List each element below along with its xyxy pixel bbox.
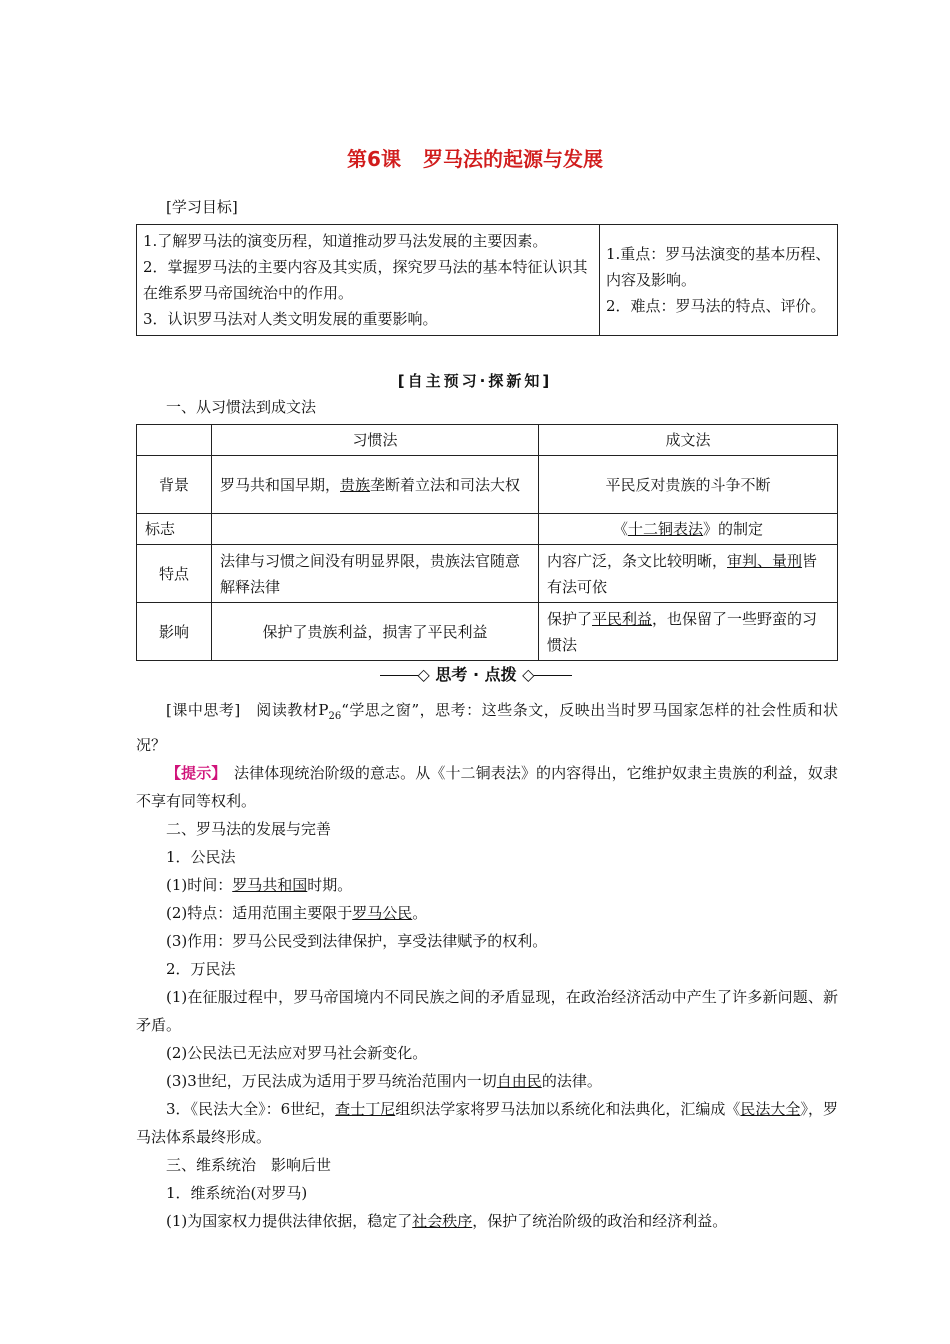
list-item: (3)作用：罗马公民受到法律保护，享受法律赋予的权利。 xyxy=(166,932,548,950)
table-cell xyxy=(212,514,539,545)
row-header: 背景 xyxy=(137,456,212,514)
think-heading: ◇ 思考 · 点拨 ◇ xyxy=(316,662,636,685)
list-item: 3．《民法大全》：6世纪，查士丁尼组织法学家将罗马法加以系统化和法典化，汇编成《民法大全》，罗马法体系最终形成。 xyxy=(136,1100,838,1146)
goal-difficulty: 2．难点：罗马法的特点、评价。 xyxy=(606,297,826,315)
goals-right xyxy=(600,225,838,336)
table-cell: 法律与习惯之间没有明显界限，贵族法官随意解释法律 xyxy=(212,545,539,603)
section-heading: 一、从习惯法到成文法 xyxy=(166,398,317,416)
think-question: [课中思考] 阅读教材$P_{26}“$学思之窗”，思考：这些条文，反映出当时罗马国家怎样的社会性质和状况？ xyxy=(136,701,838,754)
table-cell: 内容广泛，条文比较明晰，审判、量刑皆有法可依 xyxy=(539,545,838,603)
think-answer: 【提示】 法律体现统治阶级的意志。从《十二铜表法》的内容得出，它维护奴隶主贵族的利益，奴隶不享有同等权利。 xyxy=(136,764,838,810)
subheading: 2．万民法 xyxy=(166,960,236,978)
table-cell: 保护了平民利益，也保留了一些野蛮的习惯法 xyxy=(539,603,838,661)
section-heading: 二、罗马法的发展与完善 xyxy=(166,820,332,838)
goals-left xyxy=(137,225,600,336)
row-header: 标志 xyxy=(137,514,212,545)
goals-label: [学习目标] xyxy=(166,198,238,216)
table-row xyxy=(137,425,838,456)
section-banner: [自主预习·探新知] xyxy=(397,372,553,390)
row-header: 特点 xyxy=(137,545,212,603)
table-header: 成文法 xyxy=(539,425,838,456)
list-item: (1)为国家权力提供法律依据，稳定了社会秩序，保护了统治阶级的政治和经济利益。 xyxy=(166,1212,728,1230)
goals-table xyxy=(136,224,838,336)
lesson-body xyxy=(136,696,838,1235)
list-item: (2)公民法已无法应对罗马社会新变化。 xyxy=(166,1044,428,1062)
table-row xyxy=(137,514,838,545)
goal-item: 1.了解罗马法的演变历程，知道推动罗马法发展的主要因素。 xyxy=(143,232,548,250)
subheading: 1．公民法 xyxy=(166,848,236,866)
goal-item: 3．认识罗马法对人类文明发展的重要影响。 xyxy=(143,310,438,328)
table-cell: 罗马共和国早期，贵族垄断着立法和司法大权 xyxy=(212,456,539,514)
table-cell xyxy=(137,425,212,456)
table-cell: 《十二铜表法》的制定 xyxy=(539,514,838,545)
list-item: (3)3世纪，万民法成为适用于罗马统治范围内一切自由民的法律。 xyxy=(166,1072,602,1090)
subheading: 1．维系统治(对罗马) xyxy=(166,1184,308,1202)
row-header: 影响 xyxy=(137,603,212,661)
table-row xyxy=(137,545,838,603)
goal-focus: 1.重点：罗马法演变的基本历程、内容及影响。 xyxy=(606,245,831,289)
table-cell: 保护了贵族利益，损害了平民利益 xyxy=(212,603,539,661)
table-row xyxy=(137,456,838,514)
page-title: 第6课 罗马法的起源与发展 xyxy=(347,147,603,171)
goal-item: 2．掌握罗马法的主要内容及其实质，探究罗马法的基本特征认识其在维系罗马帝国统治中的作用。 xyxy=(143,258,588,302)
law-comparison-table xyxy=(136,424,838,661)
table-cell: 平民反对贵族的斗争不断 xyxy=(539,456,838,514)
list-item: (1)在征服过程中，罗马帝国境内不同民族之间的矛盾显现，在政治经济活动中产生了许多新问题、新矛盾。 xyxy=(136,988,838,1034)
list-item: (1)时间：罗马共和国时期。 xyxy=(166,876,353,894)
table-row xyxy=(137,603,838,661)
section-heading: 三、维系统治 影响后世 xyxy=(166,1156,332,1174)
table-header: 习惯法 xyxy=(212,425,539,456)
list-item: (2)特点：适用范围主要限于罗马公民。 xyxy=(166,904,428,922)
